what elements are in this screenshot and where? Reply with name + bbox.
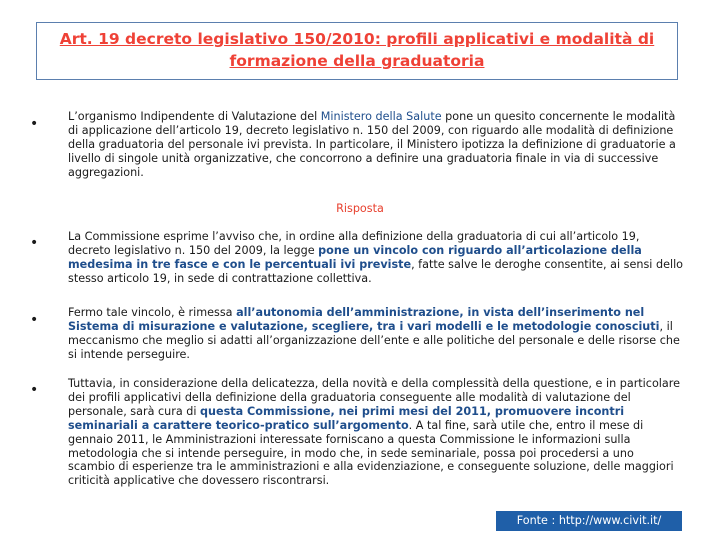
highlight-vincolo: pone un vincolo con riguardo all’articolazione della medesima in tre fasce e con le percentuali ivi previste xyxy=(68,243,642,271)
highlight-ministero: Ministero della Salute xyxy=(320,110,442,123)
source-link[interactable]: Fonte : http://www.civit.it/ xyxy=(496,511,682,531)
bullet-icon: • xyxy=(30,116,39,132)
page-title xyxy=(37,28,677,72)
bullet-icon: • xyxy=(30,235,39,251)
highlight-autonomia: all’autonomia dell’amministrazione, in vista dell’inserimento nel Sistema di misurazione e valutazione, scegliere, tra i vari modelli e le metodologie conosciuti xyxy=(68,306,660,333)
bullet-icon: • xyxy=(30,382,39,398)
highlight-commissione: questa Commissione, nei primi mesi del 2011, promuovere incontri seminariali a carattere teorico-pratico sull’argomento xyxy=(68,404,625,432)
title-box xyxy=(36,22,678,80)
title-line-1: Art. 19 decreto legislativo 150/2010: profili applicativi e modalità di xyxy=(59,30,655,48)
answer-point-1: La Commissione esprime l’avviso che, in ordine alla definizione della graduatoria di cui all’articolo 19, decreto legislativo n. 150 del 2009, la legge pone un vincolo con riguardo all’articolazione della medesima in tre fasce e con le percentuali ivi previste, fatte salve le deroghe consentite, ai sensi dello stesso articolo 19, in sede di contrattazione collettiva. xyxy=(68,230,684,285)
answer-label: Risposta xyxy=(336,202,384,215)
title-line-2: formazione della graduatoria xyxy=(229,52,485,70)
question-paragraph: L’organismo Indipendente di Valutazione del Ministero della Salute pone un quesito concernente le modalità di applicazione dell’articolo 19, decreto legislativo n. 150 del 2009, con riguardo alle modalità di definizione della graduatoria del personale ivi prevista. In particolare, il Ministero ipotizza la definizione di graduatorie a livello di singole unità organizzative, che concorrono a definire una graduatoria finale in via di successive aggregazioni. xyxy=(68,110,676,179)
answer-point-2: Fermo tale vincolo, è rimessa all’autonomia dell’amministrazione, in vista dell’inserimento nel Sistema di misurazione e valutazione, scegliere, tra i vari modelli e le metodologie conosciuti, il meccanismo che meglio si adatti all’organizzazione dell’ente e alle politiche del personale e delle risorse che si intende perseguire. xyxy=(68,306,680,361)
bullet-icon: • xyxy=(30,312,39,328)
answer-point-3: Tuttavia, in considerazione della delicatezza, della novità e della complessità della questione, e in particolare dei profili applicativi della definizione della graduatoria conseguente alle modalità di valutazione del personale, sarà cura di questa Commissione, nei primi mesi del 2011, promuovere incontri seminariali a carattere teorico-pratico sull’argomento. A tal fine, sarà utile che, entro il mese di gennaio 2011, le Amministrazioni interessate forniscano a questa Commissione le informazioni sulla metodologia che si intende perseguire, in modo che, in sede seminariale, possa poi procedersi a uno scambio di esperienze tra le amministrazioni e alla evidenziazione, e conseguente soluzione, delle maggiori criticità applicative che dovessero riscontrarsi. xyxy=(68,377,680,488)
